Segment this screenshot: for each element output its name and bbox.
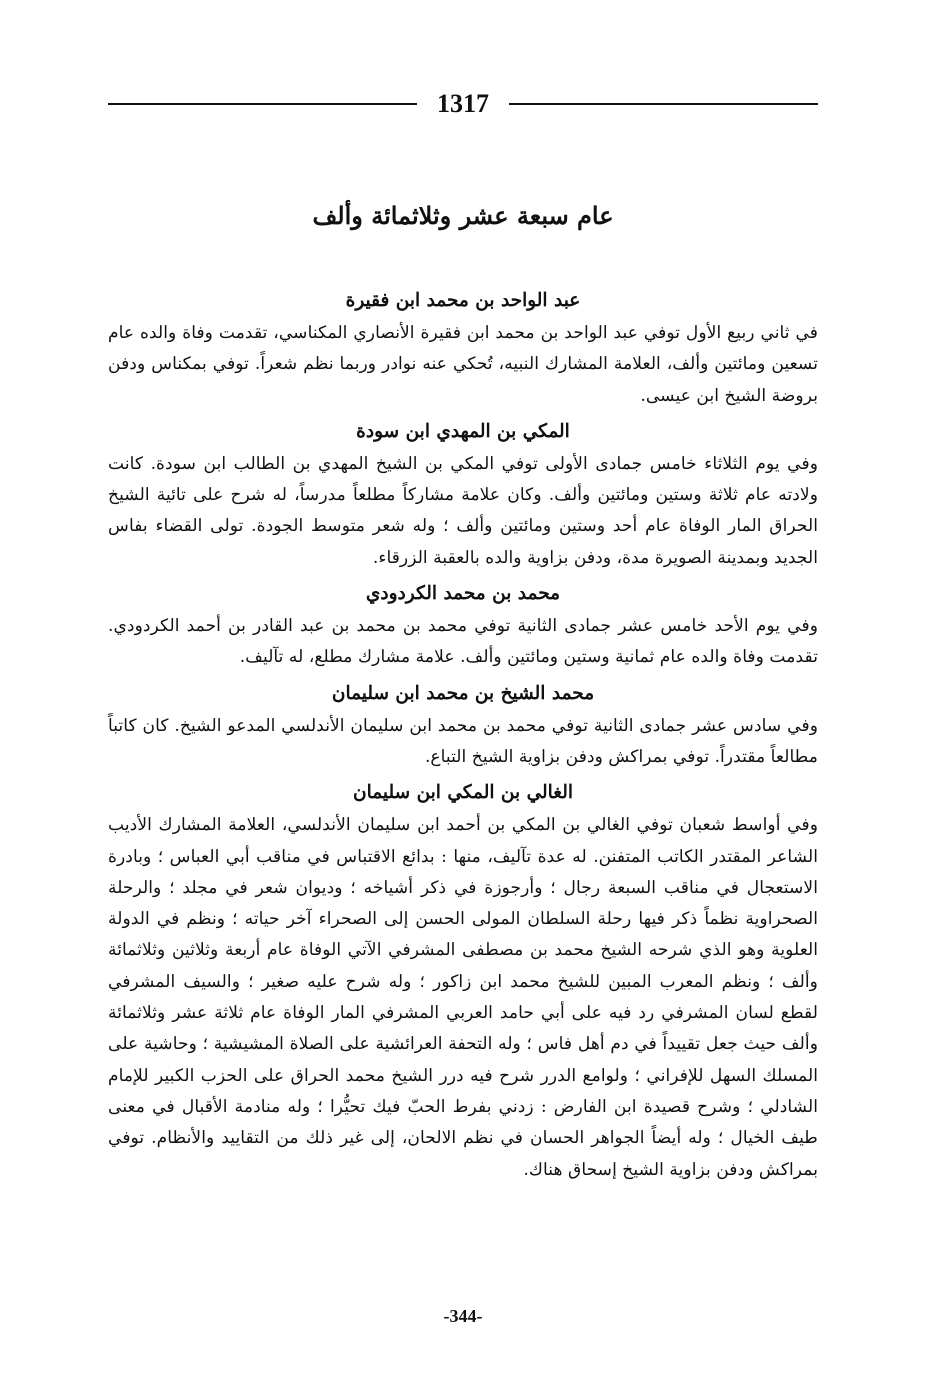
entry-text: وفي يوم الأحد خامس عشر جمادى الثانية توفي محمد بن محمد بن عبد القادر بن أحمد الكردودي. تقدمت وفاة والده عام ثمانية وستين ومائتين وألف. علامة مشارك مطلع، له تآليف. xyxy=(108,616,818,668)
entry-text: وفي سادس عشر جمادى الثانية توفي محمد بن محمد ابن سليمان الأندلسي المدعو الشيخ. كان كاتباً مطالعاً مقتدراً. توفي بمراكش ودفن بزاوية الشيخ التباع. xyxy=(108,715,818,767)
entry-text: وفي أواسط شعبان توفي الغالي بن المكي بن أحمد ابن سليمان الأندلسي، العلامة المشارك الأديب الشاعر المقتدر الكاتب المتفنن. له عدة تآليف، منها : بدائع الاقتباس في مناقب أبي العباس ؛ وبادرة الاستعجال في مناقب السبعة رجال ؛ وأرجوزة في ذكر أشياخه ؛ وديوان شعر في مجلد ؛ والرحلة الصحراوية نظماً ذكر فيها رحلة السلطان المولى الحسن إلى الصحراء آخر حياته ؛ ونظم في الدولة العلوية وهو الذي شرحه الشيخ محمد بن مصطفى المشرفي الآتي الوفاة عام أربعة وثلاثين وثلاثمائة وألف ؛ ونظم المعرب المبين للشيخ محمد ابن زاكور ؛ وله شرح عليه صغير ؛ والسيف المشرفي لقطع لسان المشرفي رد فيه على أبي حامد العربي المشرفي المار الوفاة عام ثلاثة عشر وثلاثمائة وألف حيث جعل تقييداً في دم أهل فاس ؛ وله التحفة العرائشية على الصلاة المشيشية ؛ وحاشية على المسلك السهل للإفراني ؛ ولوامع الدرر شرح فيه درر الشيخ محمد الحراق على الحزب الكبير للإمام الشادلي ؛ وشرح قصيدة ابن الفارض : زدني بفرط الحبّ فيك تحيُّرا ؛ وله منادمة الأقبال في معنى طيف الخيال ؛ وله أيضاً الجواهر الحسان في نظم الالحان، إلى غير ذلك من التقاييد والأنظام. توفي بمراكش ودفن بزاوية الشيخ إسحاق هناك. xyxy=(108,815,818,1180)
entry-title: محمد الشيخ بن محمد ابن سليمان xyxy=(331,682,595,704)
entry-title: عبد الواحد بن محمد ابن فقيرة xyxy=(345,290,581,311)
entries-body xyxy=(108,283,818,1190)
page-footer-number: -344- xyxy=(443,1306,483,1326)
header-rule-left xyxy=(108,103,417,105)
header-rule-right xyxy=(509,103,818,105)
entry-title: المكي بن المهدي ابن سودة xyxy=(356,420,570,442)
entry-text: في ثاني ربيع الأول توفي عبد الواحد بن محمد ابن فقيرة الأنصاري المكناسي، تقدمت وفاة والده عام تسعين ومائتين وألف، العلامة المشارك النبيه، تُحكي عنه نوادر وربما نظم شعراً. توفي بمكناس ودفن بروضة الشيخ ابن عيسى. xyxy=(108,323,818,406)
page-header xyxy=(108,84,818,124)
entry-title: الغالي بن المكي ابن سليمان xyxy=(353,782,573,804)
entry-text: وفي يوم الثلاثاء خامس جمادى الأولى توفي المكي بن الشيخ المهدي بن الطالب ابن سودة. كانت ولادته عام ثلاثة وستين ومائتين وألف. وكان علامة مشاركاً مطلعاً مدرساً، له شرح على تائية الشيخ الحراق المار الوفاة عام أحد وستين ومائتين وألف ؛ وله شعر متوسط الجودة. تولى القضاء بفاس الجديد وبمدينة الصويرة مدة، ودفن بزاوية والده بالعقبة الزرقاء. xyxy=(108,453,818,568)
header-page-number: 1317 xyxy=(437,89,489,118)
entry-title: محمد بن محمد الكردودي xyxy=(365,583,561,605)
year-heading: عام سبعة عشر وثلاثمائة وألف xyxy=(312,201,614,230)
